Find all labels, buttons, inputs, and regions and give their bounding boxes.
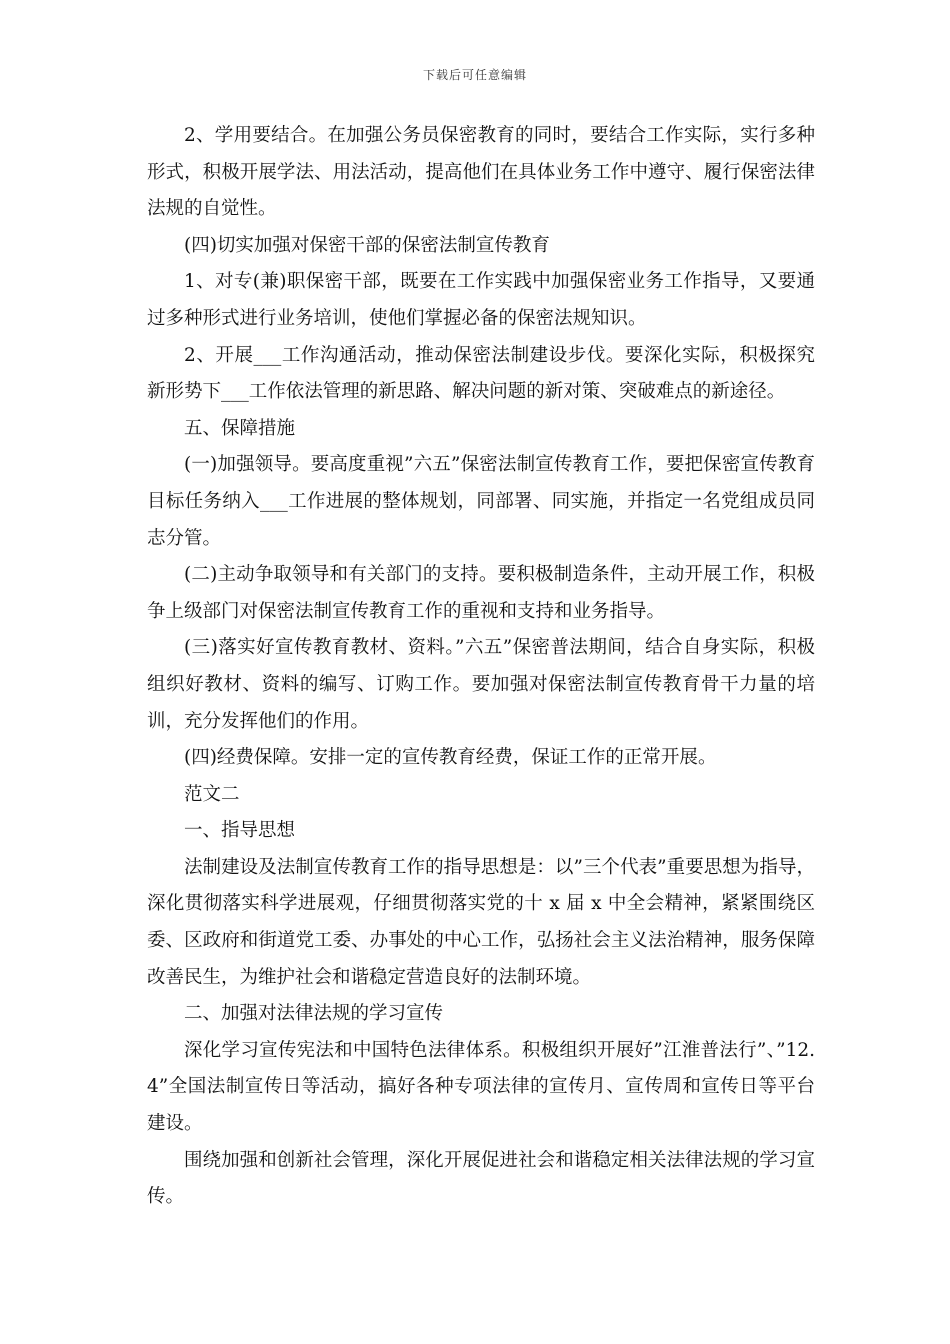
paragraph: (三)落实好宣传教育教材、资料。”六五”保密普法期间，结合自身实际，积极组织好教材、资料的编写、订购工作。要加强对保密法制宣传教育骨干力量的培训，充分发挥他们的作用。: [147, 637, 815, 732]
paragraph: 围绕加强和创新社会管理，深化开展促进社会和谐稳定相关法律法规的学习宣传。: [147, 1149, 815, 1208]
section-heading: 一、指导思想: [184, 820, 296, 842]
paragraph: 法制建设及法制宣传教育工作的指导思想是：以”三个代表”重要思想为指导，深化贯彻落实科学进展观，仔细贯彻落实党的十 x 届 x 中全会精神，紧紧围绕区委、区政府和街道党工委、办事处的中心工作，弘扬社会主义法治精神，服务保障改善民生，为维护社会和谐稳定营造良好的法制环境。: [147, 856, 815, 988]
paragraph: (二)主动争取领导和有关部门的支持。要积极制造条件，主动开展工作，积极争上级部门对保密法制宣传教育工作的重视和支持和业务指导。: [147, 564, 815, 622]
paragraph: (一)加强领导。要高度重视”六五”保密法制宣传教育工作，要把保密宣传教育目标任务纳入___工作进展的整体规划，同部署、同实施，并指定一名党组成员同志分管。: [147, 454, 815, 549]
section-heading: 范文二: [184, 783, 240, 805]
document-body: [147, 118, 815, 1216]
paragraph: 1、对专(兼)职保密干部，既要在工作实践中加强保密业务工作指导，又要通过多种形式进行业务培训，使他们掌握必备的保密法规知识。: [147, 271, 815, 329]
paragraph: (四)经费保障。安排一定的宣传教育经费，保证工作的正常开展。: [184, 747, 717, 769]
paragraph: 2、开展___工作沟通活动，推动保密法制建设步伐。要深化实际，积极探究新形势下___工作依法管理的新思路、解决问题的新对策、突破难点的新途径。: [147, 344, 815, 403]
section-heading: 二、加强对法律法规的学习宣传: [184, 1003, 444, 1025]
paragraph: 深化学习宣传宪法和中国特色法律体系。积极组织开展好”江淮普法行”、”12.4”全国法制宣传日等活动，搞好各种专项法律的宣传月、宣传周和宣传日等平台建设。: [147, 1039, 815, 1135]
section-heading: 五、保障措施: [184, 417, 296, 439]
paragraph: 2、学用要结合。在加强公务员保密教育的同时，要结合工作实际，实行多种形式，积极开展学法、用法活动，提高他们在具体业务工作中遵守、履行保密法律法规的自觉性。: [147, 125, 815, 220]
page-header: 下载后可任意编辑: [422, 68, 527, 82]
section-heading: (四)切实加强对保密干部的保密法制宣传教育: [184, 234, 550, 256]
